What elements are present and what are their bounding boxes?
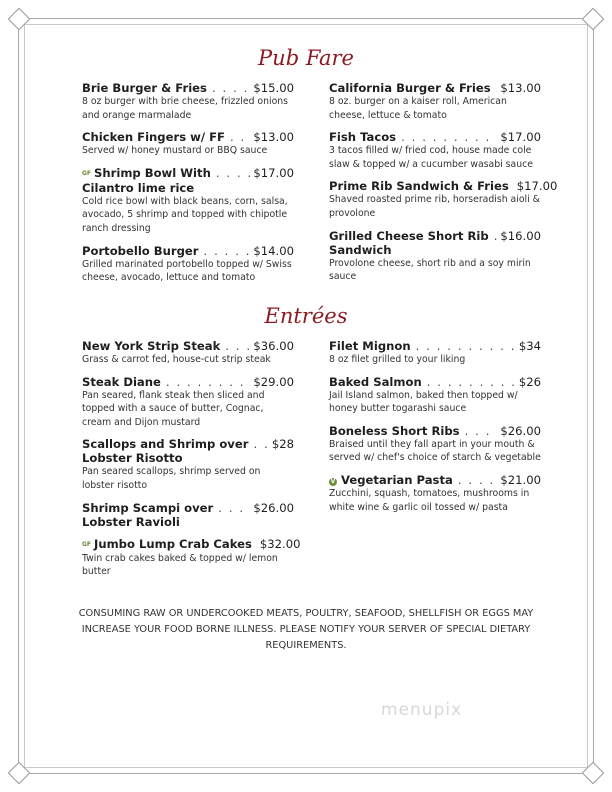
leader-dots <box>253 437 268 451</box>
pub-fare-right-column <box>329 81 558 292</box>
item-name: Scallops and Shrimp over <box>82 437 249 452</box>
section-title-pub-fare: Pub Fare <box>258 46 354 70</box>
item-description: Braised until they fall apart in your mouth & served w/ chef's choice of starch & vegetable <box>329 438 541 464</box>
item-description: Twin crab cakes baked & topped w/ lemon butter <box>82 552 278 578</box>
item-description: Grass & carrot fed, house-cut strip steak <box>82 354 271 365</box>
item-name-continued: Cilantro lime rice <box>82 180 195 195</box>
item-name: Grilled Cheese Short Rib <box>329 228 489 243</box>
item-name: Vegetarian Pasta <box>341 472 453 487</box>
menu-item <box>82 339 294 367</box>
item-description: Cold rice bowl with black beans, corn, salsa, avocado, 5 shrimp and topped with chipotle ranch dressing <box>82 195 288 234</box>
menu-item <box>82 536 301 579</box>
item-name-continued: Sandwich <box>329 242 392 257</box>
menu-item <box>82 501 294 529</box>
gluten-free-icon: GF <box>82 540 92 548</box>
item-price: $13.00 <box>253 130 294 145</box>
item-price: $17.00 <box>253 165 294 180</box>
menu-item <box>329 424 541 465</box>
item-description: Shaved roasted prime rib, horseradish aioli & provolone <box>329 194 540 219</box>
item-price: $26.00 <box>253 500 294 515</box>
item-name: Jumbo Lump Crab Cakes <box>94 536 252 551</box>
menu-item <box>329 229 541 284</box>
item-description: Zucchini, squash, tomatoes, mushrooms in white wine & garlic oil tossed w/ pasta <box>329 487 530 513</box>
item-description: Pan seared scallops, shrimp served on lobster risotto <box>82 466 261 491</box>
leader-dots <box>216 166 251 180</box>
menu-item <box>329 179 558 220</box>
item-price: $17.00 <box>516 179 558 194</box>
item-price: $17.00 <box>500 130 541 145</box>
leader-dots <box>401 130 497 144</box>
item-name: Baked Salmon <box>329 374 422 389</box>
item-price: $36.00 <box>253 339 294 353</box>
leader-dots <box>496 81 498 95</box>
item-price: $32.00 <box>259 536 301 551</box>
leader-dots <box>465 424 498 438</box>
item-price: $16.00 <box>500 228 541 243</box>
item-name-wrapper <box>82 537 252 552</box>
item-name: Fish Tacos <box>329 130 397 145</box>
item-name: California Burger & Fries <box>329 81 491 95</box>
vegetarian-icon: V <box>330 477 336 485</box>
leader-dots <box>225 339 250 353</box>
section-title-entrees: Entrées <box>264 304 348 328</box>
item-description: Grilled marinated portobello topped w/ Swiss cheese, avocado, lettuce and tomato <box>82 258 292 284</box>
item-description: 8 oz. burger on a kaiser roll, American cheese, lettuce & tomato <box>329 96 507 121</box>
leader-dots <box>427 375 516 389</box>
item-price: $34 <box>518 339 541 353</box>
menu-item <box>82 437 294 492</box>
item-description: Served w/ honey mustard or BBQ sauce <box>82 145 268 157</box>
entrees-right-column <box>329 339 541 522</box>
watermark-logo: menupix <box>381 700 463 720</box>
item-name: Chicken Fingers w/ FF <box>82 130 225 145</box>
item-name-continued: Lobster Ravioli <box>82 514 180 529</box>
item-price: $26.00 <box>500 423 541 438</box>
entrees-left-column <box>82 339 301 587</box>
menu-item <box>82 81 294 122</box>
menu-item <box>329 81 541 122</box>
item-price: $29.00 <box>253 374 294 389</box>
item-description: 8 oz burger with brie cheese, frizzled onions and orange marmalade <box>82 96 289 121</box>
item-price: $15.00 <box>253 81 294 95</box>
item-price: $14.00 <box>253 243 294 258</box>
leader-dots <box>230 130 250 144</box>
menu-item <box>329 375 541 416</box>
menu-item <box>329 339 541 367</box>
item-description: 3 tacos filled w/ fried cod, house made cole slaw & topped w/ a cucumber wasabi sauce <box>329 145 533 170</box>
item-description: Jail Island salmon, baked then topped w/ honey butter togarashi sauce <box>329 389 518 415</box>
item-name: New York Strip Steak <box>82 339 221 353</box>
item-name: Shrimp Bowl With <box>94 165 211 180</box>
pub-fare-left-column <box>82 81 294 293</box>
menu-item <box>82 166 294 236</box>
item-name: Portobello Burger <box>82 243 199 258</box>
leader-dots <box>212 81 250 95</box>
leader-dots <box>204 244 251 258</box>
gluten-free-icon: GF <box>82 169 92 177</box>
item-name: Shrimp Scampi over <box>82 500 214 515</box>
item-name-wrapper <box>329 473 453 487</box>
item-name: Prime Rib Sandwich & Fries <box>329 179 509 194</box>
menu-item <box>82 130 294 158</box>
menu-item <box>329 473 541 514</box>
item-description: 8 oz filet grilled to your liking <box>329 354 466 365</box>
item-name: Steak Diane <box>82 374 161 389</box>
leader-dots <box>218 501 250 515</box>
item-price: $21.00 <box>500 472 541 487</box>
menu-item <box>82 375 294 430</box>
item-name: Filet Mignon <box>329 339 411 353</box>
leader-dots <box>458 473 498 487</box>
menu-item <box>329 130 541 171</box>
item-price: $28 <box>271 437 294 452</box>
leader-dots <box>416 339 516 353</box>
item-description: Provolone cheese, short rib and a soy mirin sauce <box>329 257 531 283</box>
item-name-wrapper <box>82 166 211 181</box>
item-price: $26 <box>518 374 541 389</box>
item-description: Pan seared, flank steak then sliced and topped with a sauce of butter, Cognac, cream and Dijon mustard <box>82 389 265 428</box>
item-name: Boneless Short Ribs <box>329 423 460 438</box>
leader-dots <box>166 375 251 389</box>
item-price: $13.00 <box>500 81 541 95</box>
item-name: Brie Burger & Fries <box>82 81 207 95</box>
item-name-continued: Lobster Risotto <box>82 451 183 466</box>
allergy-disclaimer: CONSUMING RAW OR UNDERCOOKED MEATS, POULTRY, SEAFOOD, SHELLFISH OR EGGS MAY INCREASE YOUR FOOD BORNE ILLNESS. PLEASE NOTIFY YOUR SERVER OF SPECIAL DIETARY REQUIREMENTS. <box>78 608 534 651</box>
menu-item <box>82 244 294 285</box>
leader-dots <box>494 229 498 243</box>
